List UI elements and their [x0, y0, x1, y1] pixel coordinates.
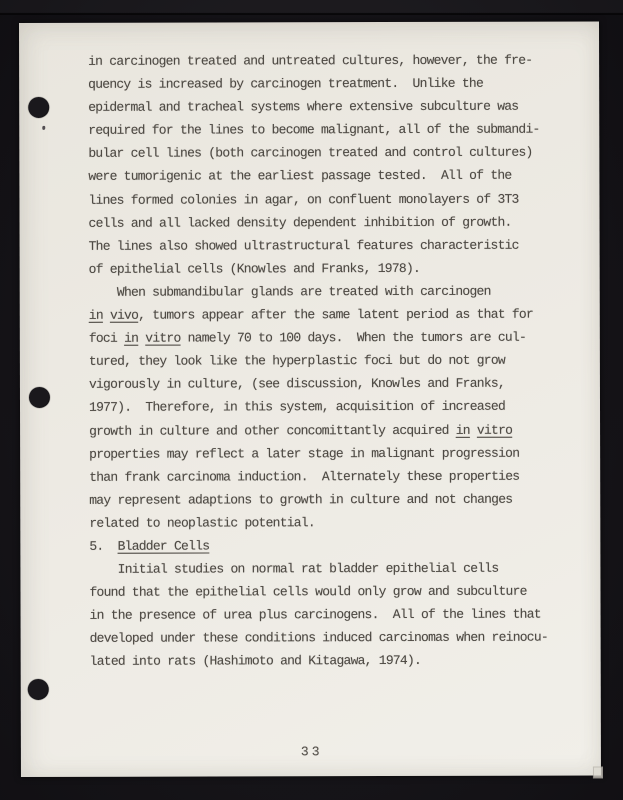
- text-line: [88, 72, 568, 96]
- text-segment: growth in culture and other concomittantly acquired: [89, 422, 456, 439]
- text-segment: namely 70 to 100 days. When the tumors are cul-: [180, 329, 527, 346]
- text-segment: required for the lines to become malignant, all of the submandi-: [88, 121, 540, 139]
- text-line: [88, 49, 568, 73]
- text-line: [90, 649, 570, 673]
- text-segment: cells and all lacked density dependent inhibition of growth.: [88, 214, 512, 231]
- text-segment: [470, 422, 477, 437]
- text-line: [89, 303, 569, 327]
- text-line: [89, 372, 569, 396]
- text-line: [89, 279, 569, 303]
- text-line: [89, 233, 569, 257]
- text-segment: of epithelial cells (Knowles and Franks, 1978).: [88, 260, 421, 277]
- text-line: [89, 441, 569, 465]
- document-page: [19, 21, 601, 777]
- text-segment: lated into rats (Hashimoto and Kitagawa, 1974).: [89, 653, 422, 670]
- text-segment: , tumors appear after the same latent period as that for: [138, 306, 534, 323]
- text-line: [89, 395, 569, 419]
- text-segment: in carcinogen treated and untreated cultures, however, the fre-: [88, 52, 533, 69]
- text-segment: 1977). Therefore, in this system, acquisition of increased: [88, 399, 506, 416]
- background-seam: [0, 13, 623, 15]
- text-line: [89, 580, 569, 604]
- text-segment: properties may reflect a later stage in malignant progression: [89, 445, 520, 462]
- underlined-text: in: [455, 422, 470, 438]
- underlined-text: vitro: [476, 422, 513, 438]
- text-segment: may represent adaptions to growth in culture and not changes: [89, 491, 513, 508]
- text-segment: bular cell lines (both carcinogen treated and control cultures): [88, 145, 533, 162]
- text-line: [89, 557, 569, 581]
- text-line: [89, 256, 569, 280]
- text-line: [89, 418, 569, 442]
- text-line: [89, 464, 569, 488]
- text-segment: than frank carcinoma induction. Alternately these properties: [89, 468, 520, 485]
- text-line: [89, 510, 569, 534]
- text-segment: developed under these conditions induced carcinomas when reinocu-: [89, 629, 548, 647]
- text-segment: vigorously in culture, (see discussion, Knowles and Franks,: [88, 376, 505, 393]
- text-line: [90, 626, 570, 650]
- text-line: [88, 141, 568, 165]
- corner-mark: [593, 766, 603, 778]
- text-segment: quency is increased by carcinogen treatment. Unlike the: [88, 75, 484, 92]
- text-segment: 5.: [89, 538, 118, 554]
- text-line: [88, 118, 568, 142]
- text-segment: tured, they look like the hyperplastic foci but do not grow: [88, 352, 505, 370]
- text-line: [88, 187, 568, 211]
- text-line: [89, 326, 569, 350]
- text-segment: When submandibular glands are treated with carcinogen: [88, 283, 491, 300]
- text-line: [90, 603, 570, 627]
- typewritten-text: [88, 49, 570, 674]
- punch-hole-top: [28, 97, 49, 118]
- underlined-text: vivo: [109, 307, 139, 323]
- text-segment: in the presence of urea plus carcinogens. All of the lines that: [89, 606, 541, 624]
- underlined-text: Bladder Cells: [117, 538, 210, 554]
- text-line: [89, 534, 569, 558]
- text-line: [88, 164, 568, 188]
- ink-speck: [42, 126, 45, 130]
- text-line: [89, 349, 569, 373]
- punch-hole-bottom: [28, 679, 49, 700]
- text-segment: foci: [88, 330, 125, 346]
- text-line: [88, 210, 568, 234]
- underlined-text: in: [124, 330, 139, 346]
- punch-hole-middle: [29, 387, 50, 408]
- page-number: 33: [300, 744, 323, 760]
- text-line: [89, 487, 569, 511]
- underlined-text: vitro: [145, 330, 181, 346]
- text-segment: found that the epithelial cells would only grow and subculture: [89, 583, 527, 600]
- text-segment: epidermal and tracheal systems where extensive subculture was: [88, 98, 519, 116]
- text-segment: related to neoplastic potential.: [89, 515, 315, 531]
- text-line: [88, 95, 568, 119]
- text-segment: lines formed colonies in agar, on confluent monolayers of 3T3: [88, 191, 519, 208]
- text-segment: Initial studies on normal rat bladder epithelial cells: [89, 560, 499, 577]
- underlined-text: in: [88, 307, 103, 323]
- text-segment: The lines also showed ultrastructural features characteristic: [88, 237, 519, 254]
- text-segment: were tumorigenic at the earliest passage tested. All of the: [88, 168, 512, 185]
